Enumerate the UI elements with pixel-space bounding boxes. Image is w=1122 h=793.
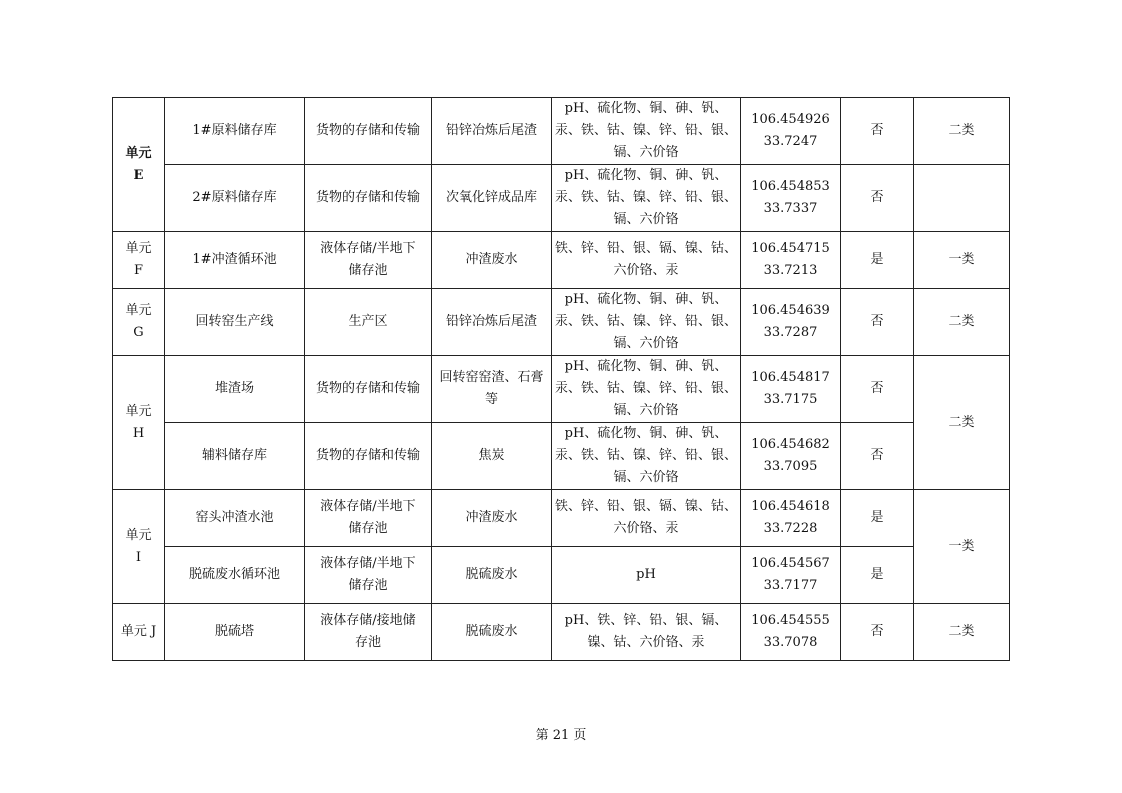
facility-type: 液体存储/半地下 储存池 (305, 232, 432, 289)
facility-type: 货物的存储和传输 (305, 356, 432, 423)
pollutants: pH、硫化物、铜、砷、钒、汞、铁、钴、镍、锌、铅、银、镉、六价铬 (552, 356, 741, 423)
facility-name: 脱硫废水循环池 (165, 547, 305, 604)
coordinates: 106.454853 33.7337 (741, 165, 841, 232)
hidden-facility: 否 (841, 423, 914, 490)
hidden-facility: 否 (841, 289, 914, 356)
table-row (113, 232, 1010, 289)
unit-label: 单元 I (113, 490, 165, 604)
unit-class: 一类 (914, 232, 1010, 289)
pollutants: pH、铁、锌、铅、银、镉、镍、钴、六价铬、汞 (552, 604, 741, 661)
table-row (113, 547, 1010, 604)
unit-label: 单元 H (113, 356, 165, 490)
coordinates: 106.454555 33.7078 (741, 604, 841, 661)
hidden-facility: 是 (841, 547, 914, 604)
table-row (113, 98, 1010, 165)
coordinates: 106.454639 33.7287 (741, 289, 841, 356)
hidden-facility: 否 (841, 165, 914, 232)
pollution-source: 铅锌冶炼后尾渣 (432, 289, 552, 356)
pollution-source: 铅锌冶炼后尾渣 (432, 98, 552, 165)
pollution-source: 回转窑窑渣、石膏 等 (432, 356, 552, 423)
pollution-source: 冲渣废水 (432, 232, 552, 289)
coordinates: 106.454682 33.7095 (741, 423, 841, 490)
pollution-source: 脱硫废水 (432, 604, 552, 661)
facility-name: 1#原料储存库 (165, 98, 305, 165)
facility-type: 生产区 (305, 289, 432, 356)
coordinates: 106.454817 33.7175 (741, 356, 841, 423)
pollution-source: 冲渣废水 (432, 490, 552, 547)
pollution-source: 脱硫废水 (432, 547, 552, 604)
facility-type: 货物的存储和传输 (305, 98, 432, 165)
table-row (113, 423, 1010, 490)
coordinates: 106.454567 33.7177 (741, 547, 841, 604)
hidden-facility: 否 (841, 356, 914, 423)
facility-type: 液体存储/半地下 储存池 (305, 547, 432, 604)
pollutants: pH、硫化物、铜、砷、钒、汞、铁、钴、镍、锌、铅、银、镉、六价铬 (552, 289, 741, 356)
pollutants: pH、硫化物、铜、砷、钒、汞、铁、钴、镍、锌、铅、银、镉、六价铬 (552, 165, 741, 232)
coordinates: 106.454715 33.7213 (741, 232, 841, 289)
coordinates: 106.454618 33.7228 (741, 490, 841, 547)
coordinates: 106.454926 33.7247 (741, 98, 841, 165)
unit-label: 单元 J (113, 604, 165, 661)
hidden-facility: 否 (841, 98, 914, 165)
pollutants: pH (552, 547, 741, 604)
facility-type: 液体存储/接地储 存池 (305, 604, 432, 661)
unit-class: 二类 (914, 604, 1010, 661)
facility-type: 液体存储/半地下 储存池 (305, 490, 432, 547)
pollutants: pH、硫化物、铜、砷、钒、汞、铁、钴、镍、锌、铅、银、镉、六价铬 (552, 423, 741, 490)
pollution-source: 次氧化锌成品库 (432, 165, 552, 232)
facility-type: 货物的存储和传输 (305, 423, 432, 490)
unit-class: 二类 (914, 356, 1010, 490)
hidden-facility: 否 (841, 604, 914, 661)
facility-name: 堆渣场 (165, 356, 305, 423)
table-row (113, 165, 1010, 232)
table-row (113, 490, 1010, 547)
facility-name: 1#冲渣循环池 (165, 232, 305, 289)
unit-class (914, 165, 1010, 232)
table-row (113, 604, 1010, 661)
unit-label: 单元 E (113, 98, 165, 232)
facility-type: 货物的存储和传输 (305, 165, 432, 232)
page-number: 第 21 页 (535, 728, 587, 743)
pollution-source: 焦炭 (432, 423, 552, 490)
pollutants: 铁、锌、铅、银、镉、镍、钴、六价铬、汞 (552, 232, 741, 289)
hidden-facility: 是 (841, 490, 914, 547)
facility-name: 窑头冲渣水池 (165, 490, 305, 547)
facility-name: 脱硫塔 (165, 604, 305, 661)
unit-class: 一类 (914, 490, 1010, 604)
table-row (113, 289, 1010, 356)
pollution-units-table (112, 97, 1010, 661)
hidden-facility: 是 (841, 232, 914, 289)
pollutants: 铁、锌、铅、银、镉、镍、钴、六价铬、汞 (552, 490, 741, 547)
unit-label: 单元 F (113, 232, 165, 289)
facility-name: 回转窑生产线 (165, 289, 305, 356)
table-row (113, 356, 1010, 423)
facility-name: 辅料储存库 (165, 423, 305, 490)
facility-name: 2#原料储存库 (165, 165, 305, 232)
unit-class: 二类 (914, 289, 1010, 356)
unit-label: 单元 G (113, 289, 165, 356)
pollutants: pH、硫化物、铜、砷、钒、汞、铁、钴、镍、锌、铅、银、镉、六价铬 (552, 98, 741, 165)
unit-class: 二类 (914, 98, 1010, 165)
